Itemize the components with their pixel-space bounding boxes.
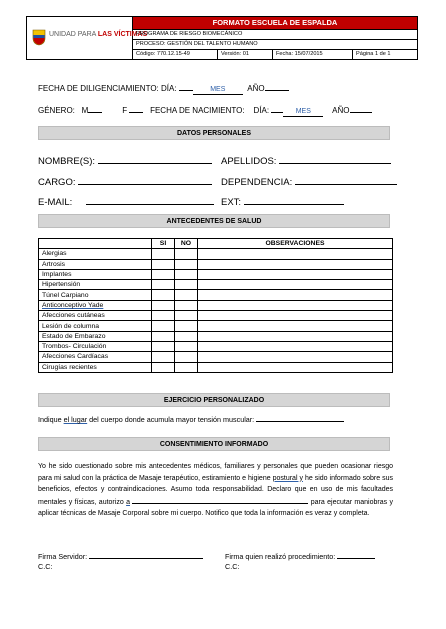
apellidos-field[interactable] bbox=[279, 155, 391, 164]
doc-page: Página 1 de 1 bbox=[352, 50, 417, 59]
table-row bbox=[39, 269, 393, 279]
no-checkbox-cell[interactable] bbox=[175, 331, 198, 341]
doc-date: Fecha: 15/07/2015 bbox=[272, 50, 352, 59]
gender-m-label: M bbox=[81, 106, 89, 115]
apellidos-row bbox=[221, 155, 391, 167]
form-header bbox=[26, 16, 418, 60]
doc-code: Código: 770.12.15-49 bbox=[136, 51, 190, 57]
observation-cell[interactable] bbox=[198, 362, 393, 372]
nombre-field[interactable] bbox=[98, 155, 212, 164]
condition-cell: Túnel Carpiano bbox=[39, 290, 152, 300]
table-row bbox=[39, 331, 393, 341]
observations-col-header: OBSERVACIONES bbox=[198, 239, 393, 249]
ext-row bbox=[221, 196, 344, 208]
condition-cell: Alergias bbox=[39, 249, 152, 259]
observation-cell[interactable] bbox=[198, 321, 393, 331]
si-checkbox-cell[interactable] bbox=[152, 341, 175, 351]
gender-birth-row bbox=[38, 104, 372, 117]
condition-col-header bbox=[39, 239, 152, 249]
table-row bbox=[39, 352, 393, 362]
diligence-label: FECHA DE DILIGENCIAMIENTO: DÍA: bbox=[38, 84, 177, 93]
nombre-label: NOMBRE(S): bbox=[38, 156, 95, 167]
email-row bbox=[38, 196, 214, 208]
birth-anio-label: AÑO bbox=[332, 106, 350, 115]
si-checkbox-cell[interactable] bbox=[152, 311, 175, 321]
observation-cell[interactable] bbox=[198, 290, 393, 300]
ext-label: EXT: bbox=[221, 197, 242, 208]
no-checkbox-cell[interactable] bbox=[175, 249, 198, 259]
signature-procedure-label: Firma quien realizó procedimiento: bbox=[225, 552, 336, 561]
observation-cell[interactable] bbox=[198, 341, 393, 351]
consent-text-1: Yo he sido cuestionado sobre mis antecedentes médicos, familiares y personales que pueden ocasionar riesgo para mi salud con la práctica de Masaje terapéutico, estiramiento e higiene bbox=[38, 463, 393, 482]
observation-cell[interactable] bbox=[198, 269, 393, 279]
dependencia-field[interactable] bbox=[295, 176, 397, 185]
diligence-month-field[interactable] bbox=[193, 86, 243, 95]
consent-band: CONSENTIMIENTO INFORMADO bbox=[38, 437, 390, 451]
consent-text-2: he sido informado sobre sus beneficios, efectos y contraindicaciones. Asumo toda responsabilidad. Declaro que en uso de mis facultades mentales y físicas, autorizo bbox=[38, 474, 394, 506]
no-checkbox-cell[interactable] bbox=[175, 290, 198, 300]
consent-postural: postural y bbox=[272, 474, 303, 482]
si-checkbox-cell[interactable] bbox=[152, 280, 175, 290]
table-row bbox=[39, 259, 393, 269]
diligence-date-row bbox=[38, 82, 289, 95]
cc-procedure-label: C.C: bbox=[225, 562, 240, 571]
colombia-seal-icon bbox=[32, 29, 46, 46]
program-name: PROGRAMA DE RIESGO BIOMECÁNICO bbox=[133, 29, 417, 39]
si-checkbox-cell[interactable] bbox=[152, 290, 175, 300]
health-band: ANTECEDENTES DE SALUD bbox=[38, 214, 390, 228]
gender-f-label: F bbox=[122, 106, 128, 115]
cargo-label: CARGO: bbox=[38, 177, 76, 188]
condition-cell: Afecciones cutáneas bbox=[39, 311, 152, 321]
condition-cell: Implantes bbox=[39, 269, 152, 279]
birth-year-field[interactable] bbox=[350, 104, 372, 113]
si-checkbox-cell[interactable] bbox=[152, 300, 175, 310]
nombre-row bbox=[38, 155, 212, 167]
no-checkbox-cell[interactable] bbox=[175, 352, 198, 362]
condition-cell: Estado de Embarazo bbox=[39, 331, 152, 341]
exercise-question bbox=[38, 414, 344, 424]
observation-cell[interactable] bbox=[198, 331, 393, 341]
si-checkbox-cell[interactable] bbox=[152, 249, 175, 259]
dependencia-label: DEPENDENCIA: bbox=[221, 177, 293, 188]
condition-cell: Lesión de columna bbox=[39, 321, 152, 331]
exercise-question-link: el lugar bbox=[63, 415, 88, 424]
consent-text-3: para ejecutar maniobras y aplicar técnicas de Masaje Corporal sobre mi cuerpo. Notifico que toda la información es veraz y completa. bbox=[38, 498, 393, 517]
gender-f-field[interactable] bbox=[129, 104, 143, 113]
observation-cell[interactable] bbox=[198, 259, 393, 269]
consent-authorized-field[interactable] bbox=[132, 496, 308, 504]
table-row bbox=[39, 280, 393, 290]
signature-servidor-field[interactable] bbox=[89, 551, 203, 559]
condition-cell: Hipertensión bbox=[39, 280, 152, 290]
health-table bbox=[38, 238, 393, 373]
exercise-band: EJERCICIO PERSONALIZADO bbox=[38, 393, 390, 407]
ext-field[interactable] bbox=[244, 196, 344, 205]
observation-cell[interactable] bbox=[198, 311, 393, 321]
health-table-body bbox=[39, 249, 393, 373]
process-name: PROCESO: GESTIÓN DEL TALENTO HUMANO bbox=[133, 39, 417, 49]
consent-a-link: a bbox=[126, 498, 130, 506]
birth-label: FECHA DE NACIMIENTO: bbox=[150, 106, 245, 115]
no-checkbox-cell[interactable] bbox=[175, 269, 198, 279]
table-row bbox=[39, 300, 393, 310]
no-checkbox-cell[interactable] bbox=[175, 280, 198, 290]
table-row bbox=[39, 290, 393, 300]
signature-procedure-field[interactable] bbox=[337, 551, 375, 559]
diligence-anio-label: AÑO bbox=[247, 84, 265, 93]
table-row bbox=[39, 311, 393, 321]
signature-procedure-row bbox=[225, 551, 375, 561]
table-row bbox=[39, 362, 393, 372]
no-checkbox-cell[interactable] bbox=[175, 300, 198, 310]
table-row bbox=[39, 249, 393, 259]
table-row bbox=[39, 321, 393, 331]
email-field[interactable] bbox=[86, 196, 214, 205]
health-header-row bbox=[39, 239, 393, 249]
birth-day-field[interactable] bbox=[271, 104, 283, 113]
observation-cell[interactable] bbox=[198, 352, 393, 362]
condition-cell: Cirugías recientes bbox=[39, 362, 152, 372]
cargo-row bbox=[38, 176, 212, 188]
condition-cell: Artrosis bbox=[39, 259, 152, 269]
no-checkbox-cell[interactable] bbox=[175, 341, 198, 351]
gender-m-field[interactable] bbox=[88, 104, 102, 113]
dependencia-row bbox=[221, 176, 397, 188]
si-checkbox-cell[interactable] bbox=[152, 331, 175, 341]
form-title: FORMATO ESCUELA DE ESPALDA bbox=[133, 17, 417, 29]
exercise-question-pre: Indique bbox=[38, 415, 62, 424]
logo-wordmark: UNIDAD PARA LAS VÍCTIMAS bbox=[49, 31, 148, 38]
observation-cell[interactable] bbox=[198, 249, 393, 259]
birth-month-field[interactable] bbox=[283, 108, 323, 117]
exercise-question-post: del cuerpo donde acumula mayor tensión muscular: bbox=[89, 415, 255, 424]
si-checkbox-cell[interactable] bbox=[152, 259, 175, 269]
no-checkbox-cell[interactable] bbox=[175, 259, 198, 269]
observation-cell[interactable] bbox=[198, 280, 393, 290]
si-checkbox-cell[interactable] bbox=[152, 321, 175, 331]
birth-mes-label: MES bbox=[295, 108, 311, 115]
apellidos-label: APELLIDOS: bbox=[221, 156, 277, 167]
personal-data-band: DATOS PERSONALES bbox=[38, 126, 390, 140]
condition-cell: Trombos- Circulación bbox=[39, 341, 152, 351]
si-checkbox-cell[interactable] bbox=[152, 362, 175, 372]
observation-cell[interactable] bbox=[198, 300, 393, 310]
table-row bbox=[39, 341, 393, 351]
si-checkbox-cell[interactable] bbox=[152, 269, 175, 279]
si-checkbox-cell[interactable] bbox=[152, 352, 175, 362]
diligence-year-field[interactable] bbox=[265, 82, 289, 91]
diligence-mes-label: MES bbox=[210, 86, 226, 93]
signature-servidor-row bbox=[38, 551, 203, 561]
si-col-header: SI bbox=[152, 239, 175, 249]
no-col-header: NO bbox=[175, 239, 198, 249]
no-checkbox-cell[interactable] bbox=[175, 311, 198, 321]
logo-cell bbox=[27, 17, 148, 59]
cc-servidor-label: C.C: bbox=[38, 562, 53, 571]
condition-cell: Anticonceptivo Yade bbox=[39, 300, 152, 310]
gender-label: GÉNERO: bbox=[38, 106, 75, 115]
cargo-field[interactable] bbox=[78, 176, 212, 185]
no-checkbox-cell[interactable] bbox=[175, 362, 198, 372]
tension-location-field[interactable] bbox=[256, 414, 344, 422]
doc-version: Versión: 01 bbox=[217, 50, 272, 59]
birth-dia-label: DÍA: bbox=[253, 106, 270, 115]
condition-cell: Afecciones Cardíacas bbox=[39, 352, 152, 362]
no-checkbox-cell[interactable] bbox=[175, 321, 198, 331]
header-meta-row bbox=[133, 49, 417, 59]
signature-servidor-label: Firma Servidor: bbox=[38, 552, 88, 561]
consent-paragraph bbox=[38, 461, 393, 520]
email-label: E-MAIL: bbox=[38, 197, 73, 208]
diligence-day-field[interactable] bbox=[179, 82, 193, 91]
